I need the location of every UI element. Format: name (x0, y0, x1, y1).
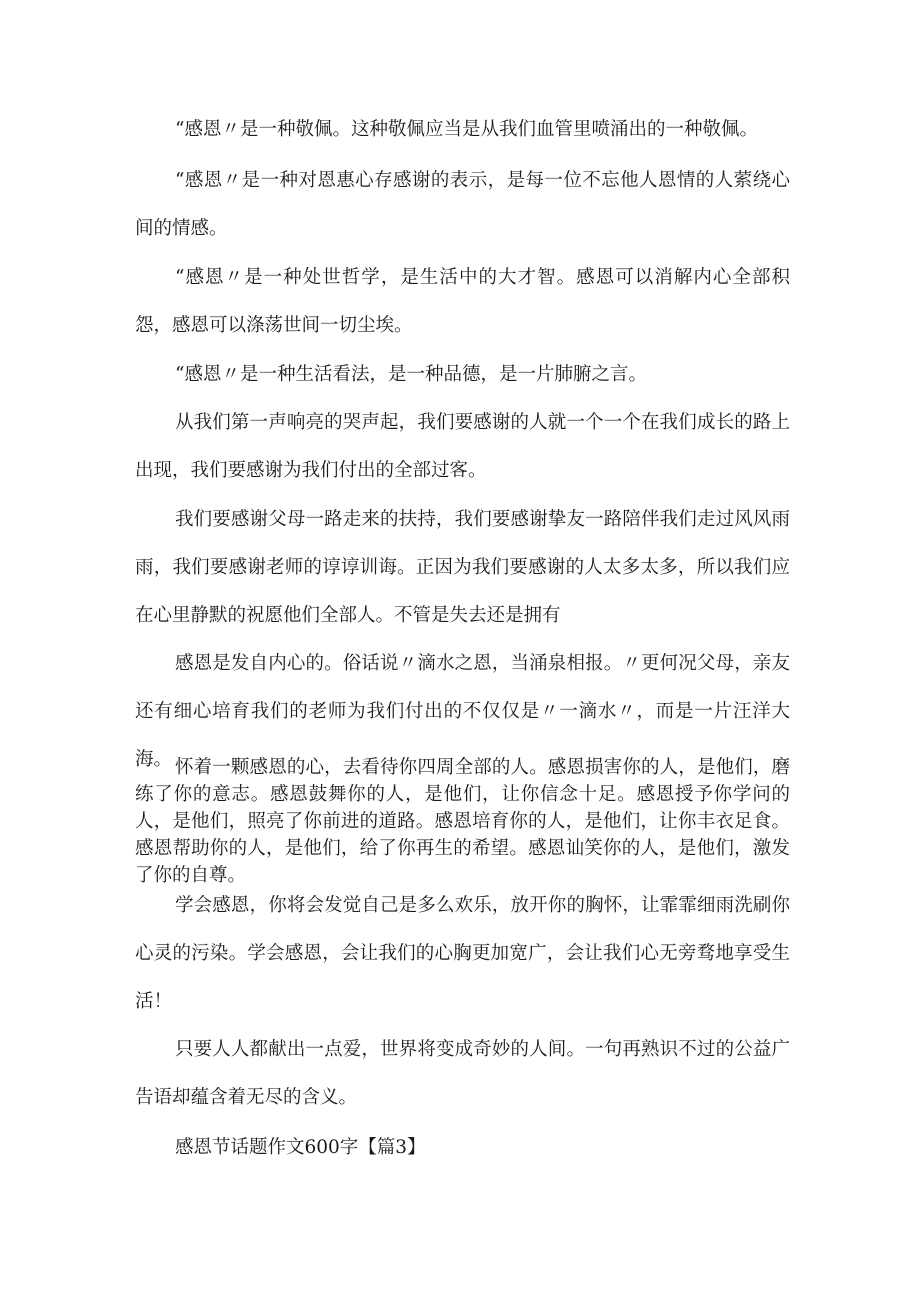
paragraph-6: 我们要感谢父母一路走来的扶持，我们要感谢挚友一路陪伴我们走过风风雨雨，我们要感谢老师的谆谆训诲。正因为我们要感谢的人太多太多，所以我们应在心里静默的祝愿他们全部人。不管是失去还是拥有 (135, 509, 790, 626)
paragraph-9: 学会感恩，你将会发觉自己是多么欢乐，放开你的胸怀，让霏霏细雨洗刷你心灵的污染。学会感恩，会让我们的心胸更加宽广，会让我们心无旁骛地享受生活！ (135, 895, 790, 1012)
paragraph-5: 从我们第一声响亮的哭声起，我们要感谢的人就一个一个在我们成长的路上出现，我们要感谢为我们付出的全部过客。 (135, 412, 790, 481)
paragraph-2: “感恩〃是一种对恩惠心存感谢的表示，是每一位不忘他人恩情的人萦绕心间的情感。 (135, 170, 790, 239)
paragraph-10: 只要人人都献出一点爱，世界将变成奇妙的人间。一句再熟识不过的公益广告语却蕴含着无尽的含义。 (135, 1039, 790, 1108)
paragraph-7: 感恩是发自内心的。俗话说〃滴水之恩，当涌泉相报。〃更何况父母，亲友还有细心培育我们的老师为我们付出的不仅仅是〃一滴水〃，而是一片汪洋大海。 (135, 653, 790, 770)
paragraph-8: 怀着一颗感恩的心，去看待你四周全部的人。感恩损害你的人，是他们，磨练了你的意志。感恩鼓舞你的人，是他们，让你信念十足。感恩授予你学问的人，是他们，照亮了你前进的道路。感恩培育你的人，是他们，让你丰衣足食。感恩帮助你的人，是他们，给了你再生的希望。感恩讪笑你的人，是他们，激发了你的自尊。 (135, 757, 790, 886)
paragraph-4: “感恩〃是一种生活看法，是一种品德，是一片肺腑之言。 (175, 364, 647, 385)
paragraph-1: “感恩〃是一种敬佩。这种敬佩应当是从我们血管里喷涌出的一种敬佩。 (175, 119, 758, 140)
section-heading: 感恩节话题作文600字【篇3】 (175, 1137, 426, 1158)
paragraph-3: “感恩〃是一种处世哲学，是生活中的大才智。感恩可以消解内心全部积怨，感恩可以涤荡世间一切尘埃。 (135, 267, 790, 336)
